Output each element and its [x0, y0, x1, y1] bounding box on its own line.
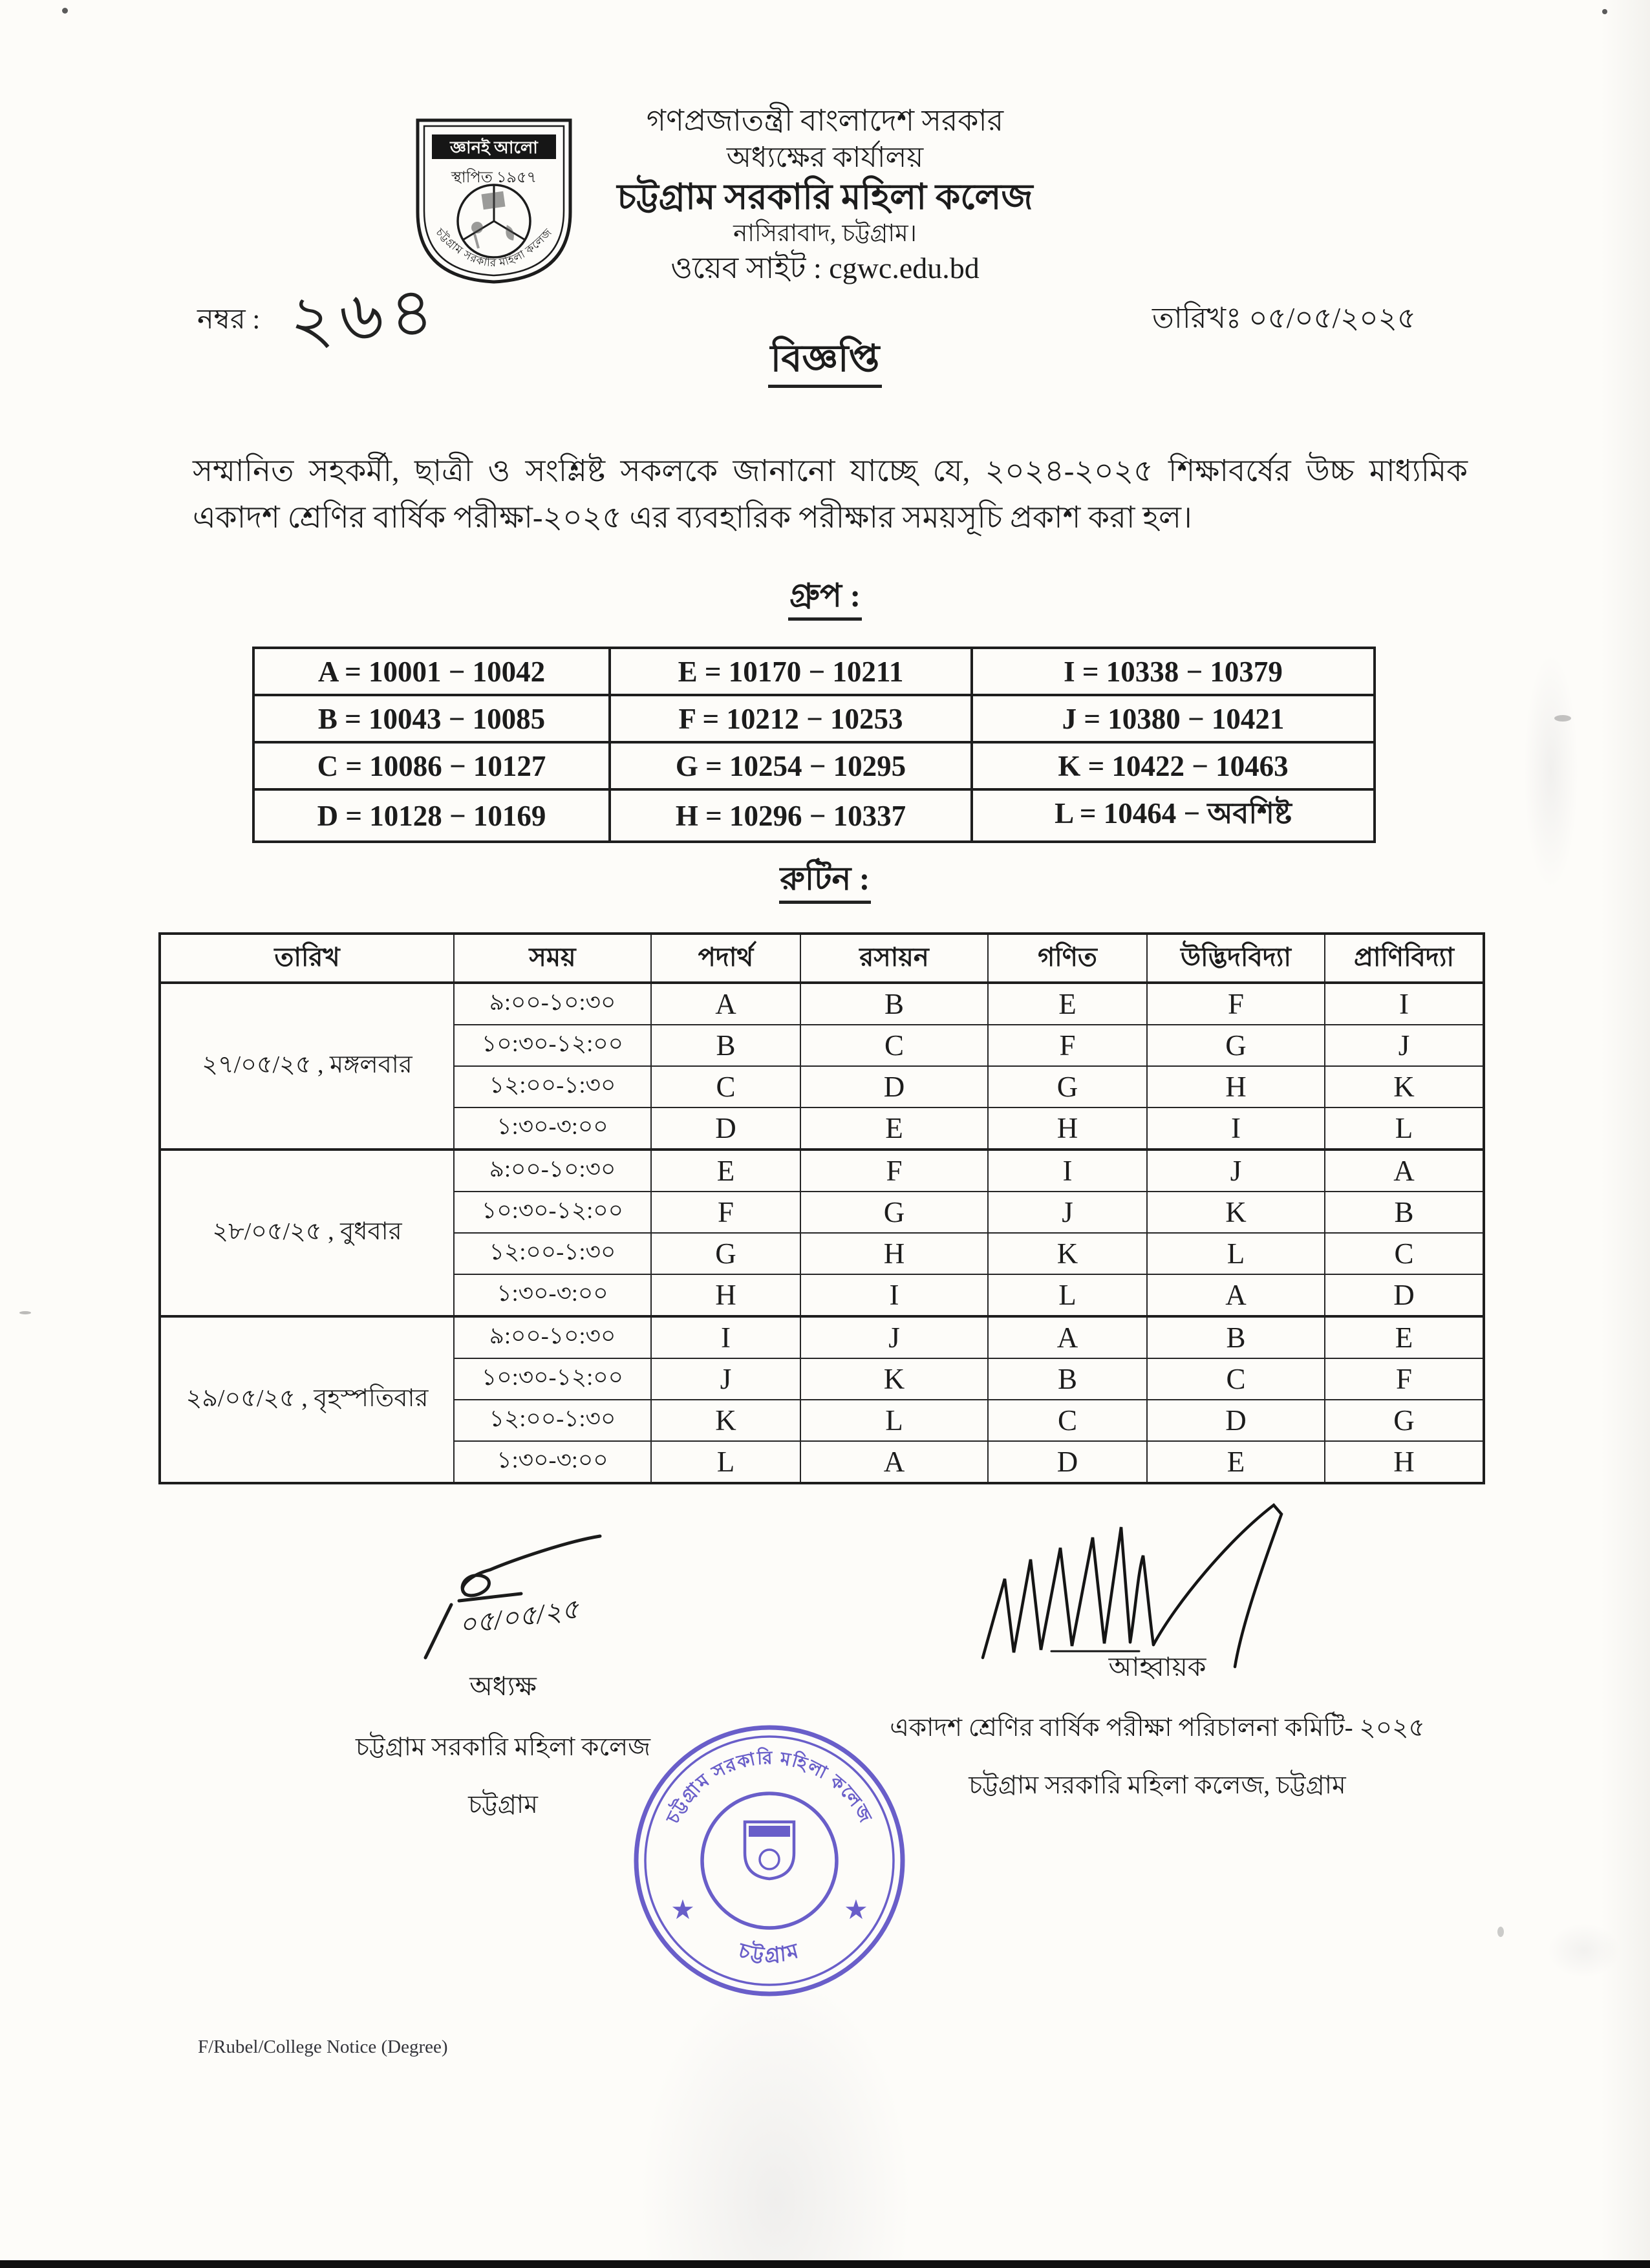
letterhead	[0, 102, 1650, 286]
address-line: নাসিরাবাদ, চট্টগ্রাম।	[733, 220, 917, 248]
routine-time-cell: ১০:৩০-১২:০০	[454, 1192, 651, 1233]
routine-group-letter-cell: K	[800, 1358, 988, 1400]
routine-group-letter-cell: G	[800, 1192, 988, 1233]
routine-column-header: পদার্থ	[651, 934, 800, 983]
exam-routine-table	[158, 932, 1485, 1484]
group-range-row	[253, 648, 1375, 695]
routine-date-cell: ২৯/০৫/২৫ , বৃহস্পতিবার	[160, 1316, 454, 1483]
routine-slot-row	[160, 1316, 1484, 1358]
routine-group-letter-cell: I	[651, 1316, 800, 1358]
principal-signature-icon	[406, 1526, 613, 1662]
routine-group-letter-cell: D	[1325, 1274, 1484, 1316]
group-range-cell: C = 10086 − 10127	[253, 742, 610, 789]
college-round-stamp	[628, 1720, 910, 2002]
group-range-cell: H = 10296 − 10337	[610, 789, 972, 842]
group-section-heading-row	[0, 572, 1650, 625]
principal-title: অধ্যক্ষ	[469, 1671, 537, 1701]
routine-group-letter-cell: K	[1325, 1066, 1484, 1107]
routine-date-cell: ২৭/০৫/২৫ , মঙ্গলবার	[160, 983, 454, 1150]
logo-arc-name: চট্টগ্রাম সরকারি মহিলা কলেজ	[433, 226, 555, 270]
routine-group-letter-cell: G	[1325, 1400, 1484, 1441]
routine-group-letter-cell: H	[1147, 1066, 1325, 1107]
routine-group-letter-cell: F	[800, 1150, 988, 1192]
routine-group-letter-cell: C	[651, 1066, 800, 1107]
routine-group-letter-cell: A	[1147, 1274, 1325, 1316]
convener-signature-icon	[957, 1488, 1358, 1669]
group-range-cell: D = 10128 − 10169	[253, 789, 610, 842]
group-range-row	[253, 789, 1375, 842]
routine-group-letter-cell: F	[1325, 1358, 1484, 1400]
routine-group-letter-cell: B	[800, 983, 988, 1025]
routine-group-letter-cell: B	[1325, 1192, 1484, 1233]
routine-group-letter-cell: L	[800, 1400, 988, 1441]
routine-time-cell: ৯:০০-১০:৩০	[454, 1150, 651, 1192]
group-range-cell: E = 10170 − 10211	[610, 648, 972, 695]
routine-time-cell: ১০:৩০-১২:০০	[454, 1358, 651, 1400]
principal-org: চট্টগ্রাম সরকারি মহিলা কলেজ	[355, 1733, 651, 1761]
group-range-cell: F = 10212 − 10253	[610, 695, 972, 742]
stamp-seal-icon	[628, 1720, 910, 2002]
routine-group-letter-cell: J	[1147, 1150, 1325, 1192]
principal-signature-block	[354, 1526, 652, 1827]
routine-group-letter-cell: E	[1325, 1316, 1484, 1358]
routine-group-letter-cell: H	[800, 1233, 988, 1274]
routine-time-cell: ১২:০০-১:৩০	[454, 1066, 651, 1107]
principal-sign-date: ০৫/০৫/২৫	[456, 1594, 581, 1641]
routine-group-letter-cell: K	[1147, 1192, 1325, 1233]
logo-motto-text: জ্ঞানই আলো	[450, 138, 538, 157]
routine-column-header: উদ্ভিদবিদ্যা	[1147, 934, 1325, 983]
file-reference: F/Rubel/College Notice (Degree)	[198, 2037, 448, 2057]
routine-group-letter-cell: C	[988, 1400, 1147, 1441]
routine-group-letter-cell: D	[651, 1107, 800, 1150]
group-range-cell: K = 10422 − 10463	[972, 742, 1375, 789]
scan-speck	[62, 8, 68, 14]
routine-group-letter-cell: G	[988, 1066, 1147, 1107]
routine-time-cell: ৯:০০-১০:৩০	[454, 1316, 651, 1358]
routine-group-letter-cell: C	[1147, 1358, 1325, 1400]
routine-group-letter-cell: L	[988, 1274, 1147, 1316]
routine-group-letter-cell: I	[1325, 983, 1484, 1025]
stamp-star-left-icon: ★	[670, 1896, 695, 1925]
routine-group-letter-cell: H	[1325, 1441, 1484, 1483]
notice-title: বিজ্ঞপ্তি	[768, 337, 883, 388]
group-range-cell: G = 10254 − 10295	[610, 742, 972, 789]
group-section-heading: গ্রুপ :	[788, 577, 862, 621]
routine-group-letter-cell: F	[651, 1192, 800, 1233]
routine-group-letter-cell: C	[800, 1025, 988, 1066]
routine-column-header: গণিত	[988, 934, 1147, 983]
convener-org: চট্টগ্রাম সরকারি মহিলা কলেজ, চট্টগ্রাম	[969, 1771, 1346, 1799]
college-name-line: চট্টগ্রাম সরকারি মহিলা কলেজ	[617, 177, 1033, 217]
routine-column-header: রসায়ন	[800, 934, 988, 983]
routine-group-letter-cell: D	[1147, 1400, 1325, 1441]
routine-group-letter-cell: J	[988, 1192, 1147, 1233]
routine-time-cell: ১২:০০-১:৩০	[454, 1233, 651, 1274]
routine-group-letter-cell: J	[800, 1316, 988, 1358]
scan-edge-bar	[0, 2260, 1650, 2268]
routine-group-letter-cell: L	[1325, 1107, 1484, 1150]
government-line: গণপ্রজাতন্ত্রী বাংলাদেশ সরকার	[646, 104, 1004, 137]
stamp-star-right-icon: ★	[844, 1896, 868, 1925]
office-line: অধ্যক্ষের কার্যালয়	[726, 141, 924, 173]
group-range-cell: A = 10001 − 10042	[253, 648, 610, 695]
logo-established-text: স্থাপিত ১৯৫৭	[451, 169, 537, 186]
routine-time-cell: ১:৩০-৩:০০	[454, 1107, 651, 1150]
notice-body-line1: সম্মানিত সহকর্মী, ছাত্রী ও সংশ্লিষ্ট সকলকে জানানো যাচ্ছে যে, ২০২৪-২০২৫ শিক্ষাবর্ষের উচ্চ মাধ্যমিক	[193, 455, 1468, 488]
group-range-table	[252, 647, 1376, 843]
routine-group-letter-cell: B	[988, 1358, 1147, 1400]
routine-group-letter-cell: J	[1325, 1025, 1484, 1066]
routine-section-heading-row	[0, 855, 1650, 908]
principal-place: চট্টগ্রাম	[468, 1791, 538, 1819]
routine-group-letter-cell: E	[988, 983, 1147, 1025]
routine-group-letter-cell: L	[651, 1441, 800, 1483]
group-range-cell: I = 10338 − 10379	[972, 648, 1375, 695]
routine-group-letter-cell: E	[1147, 1441, 1325, 1483]
routine-column-header: সময়	[454, 934, 651, 983]
routine-group-letter-cell: A	[1325, 1150, 1484, 1192]
routine-group-letter-cell: A	[800, 1441, 988, 1483]
routine-group-letter-cell: I	[800, 1274, 988, 1316]
group-range-cell: L = 10464 − অবশিষ্ট	[972, 789, 1375, 842]
convener-committee: একাদশ শ্রেণির বার্ষিক পরীক্ষা পরিচালনা কমিটি- ২০২৫	[890, 1714, 1425, 1742]
group-range-cell: J = 10380 − 10421	[972, 695, 1375, 742]
routine-group-letter-cell: L	[1147, 1233, 1325, 1274]
routine-group-letter-cell: G	[1147, 1025, 1325, 1066]
scan-speck	[1602, 9, 1607, 14]
scan-speck	[1554, 715, 1571, 722]
routine-group-letter-cell: H	[988, 1107, 1147, 1150]
memo-number-label: নম্বর :	[197, 305, 261, 335]
routine-group-letter-cell: E	[800, 1107, 988, 1150]
routine-group-letter-cell: K	[651, 1400, 800, 1441]
issue-date: তারিখঃ ০৫/০৫/২০২৫	[1152, 302, 1417, 334]
routine-time-cell: ১:৩০-৩:০০	[454, 1441, 651, 1483]
stamp-shield-icon	[745, 1822, 794, 1879]
group-range-row	[253, 742, 1375, 789]
convener-title: আহ্বায়ক	[1108, 1652, 1206, 1682]
routine-group-letter-cell: F	[988, 1025, 1147, 1066]
routine-group-letter-cell: H	[651, 1274, 800, 1316]
group-range-cell: B = 10043 − 10085	[253, 695, 610, 742]
routine-group-letter-cell: J	[651, 1358, 800, 1400]
routine-time-cell: ১২:০০-১:৩০	[454, 1400, 651, 1441]
routine-time-cell: ১:৩০-৩:০০	[454, 1274, 651, 1316]
routine-slot-row	[160, 983, 1484, 1025]
routine-group-letter-cell: E	[651, 1150, 800, 1192]
routine-group-letter-cell: I	[1147, 1107, 1325, 1150]
routine-group-letter-cell: G	[651, 1233, 800, 1274]
routine-group-letter-cell: D	[988, 1441, 1147, 1483]
scan-speck	[19, 1311, 31, 1314]
routine-group-letter-cell: A	[988, 1316, 1147, 1358]
svg-text:চট্টগ্রাম	[736, 1938, 803, 1967]
routine-group-letter-cell: A	[651, 983, 800, 1025]
notice-title-row	[0, 330, 1650, 392]
routine-time-cell: ১০:৩০-১২:০০	[454, 1025, 651, 1066]
routine-date-cell: ২৮/০৫/২৫ , বুধবার	[160, 1150, 454, 1316]
notice-body	[193, 449, 1468, 542]
routine-group-letter-cell: C	[1325, 1233, 1484, 1274]
routine-column-header: প্রাণিবিদ্যা	[1325, 934, 1484, 983]
routine-group-letter-cell: K	[988, 1233, 1147, 1274]
routine-slot-row	[160, 1150, 1484, 1192]
routine-section-heading: রুটিন :	[779, 861, 872, 904]
routine-group-letter-cell: B	[651, 1025, 800, 1066]
routine-group-letter-cell: F	[1147, 983, 1325, 1025]
website-line: ওয়েব সাইট : cgwc.edu.bd	[670, 251, 980, 284]
svg-text:চট্টগ্রাম সরকারি মহিলা কলেজ	[663, 1746, 875, 1827]
notice-body-line2: একাদশ শ্রেণির বার্ষিক পরীক্ষা-২০২৫ এর ব্যবহারিক পরীক্ষার সময়সূচি প্রকাশ করা হল।	[193, 500, 1192, 535]
routine-time-cell: ৯:০০-১০:৩০	[454, 983, 651, 1025]
group-range-row	[253, 695, 1375, 742]
routine-group-letter-cell: B	[1147, 1316, 1325, 1358]
routine-group-letter-cell: I	[988, 1150, 1147, 1192]
routine-column-header: তারিখ	[160, 934, 454, 983]
stamp-bottom-text: চট্টগ্রাম	[736, 1938, 803, 1967]
scan-speck	[1497, 1927, 1504, 1937]
routine-group-letter-cell: D	[800, 1066, 988, 1107]
convener-signature-block	[860, 1488, 1455, 1808]
stamp-arc-text: চট্টগ্রাম সরকারি মহিলা কলেজ	[663, 1748, 876, 1827]
memo-number-handwritten: ২৬৪	[286, 271, 443, 360]
